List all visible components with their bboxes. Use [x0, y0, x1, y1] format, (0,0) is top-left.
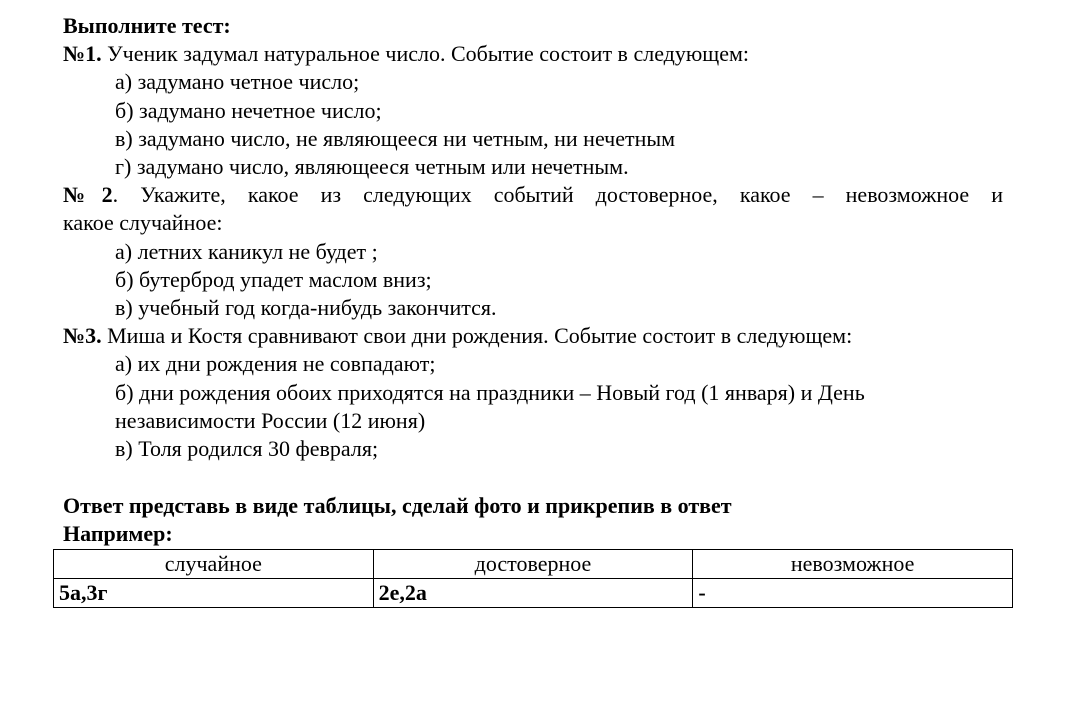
example-answer-table [53, 549, 1013, 608]
test-document [63, 12, 1003, 463]
question-3-prompt [63, 322, 1003, 350]
question-1-item-d: г) задумано число, являющееся четным или нечетным. [115, 154, 629, 180]
question-3-item-a: а) их дни рождения не совпадают; [115, 351, 436, 377]
question-3-item-b: б) дни рождения обоих приходятся на праздники – Новый год (1 января) и День [115, 379, 865, 405]
instruction-text: Ответ представь в виде таблицы, сделай фото и прикрепив в ответ [63, 493, 732, 518]
question-1-item-c: в) задумано число, не являющееся ни четным, ни нечетным [115, 125, 676, 151]
cell-impossible: - [693, 579, 1013, 608]
header-certain: достоверное [373, 550, 693, 579]
table-row [54, 579, 1013, 608]
question-1-item-a: а) задумано четное число; [115, 69, 360, 95]
page-title: Выполните тест: [63, 13, 231, 38]
question-2-item-c: в) учебный год когда-нибудь закончится. [115, 295, 497, 321]
header-impossible: невозможное [693, 550, 1013, 579]
question-1-number: №1. [63, 41, 102, 67]
question-3-item-c: в) Толя родился 30 февраля; [115, 436, 379, 462]
question-2-prompt [63, 181, 1003, 209]
question-3-text: Миша и Костя сравнивают свои дни рождения. Событие состоит в следующем: [101, 323, 853, 349]
question-2-text: . Укажите, какое из следующих событий достоверное, какое – невозможное и [112, 182, 1003, 208]
question-1-item-b: б) задумано нечетное число; [115, 97, 382, 123]
question-1-text: Ученик задумал натуральное число. Событие состоит в следующем: [101, 41, 750, 67]
cell-certain: 2е,2а [373, 579, 693, 608]
question-1-prompt [63, 40, 1003, 68]
question-3-item-b-continued: независимости России (12 июня) [115, 407, 426, 433]
question-2-number: №2 [63, 182, 113, 208]
question-3-number: №3. [63, 323, 102, 349]
cell-random: 5а,3г [54, 579, 374, 608]
question-2-item-b: б) бутерброд упадет маслом вниз; [115, 266, 432, 292]
answer-instructions [63, 492, 732, 548]
question-2-item-a: а) летних каникул не будет ; [115, 238, 378, 264]
table-header-row [54, 550, 1013, 579]
header-random: случайное [54, 550, 374, 579]
question-2-prompt-continued: какое случайное: [63, 210, 223, 236]
example-label: Например: [63, 521, 173, 547]
